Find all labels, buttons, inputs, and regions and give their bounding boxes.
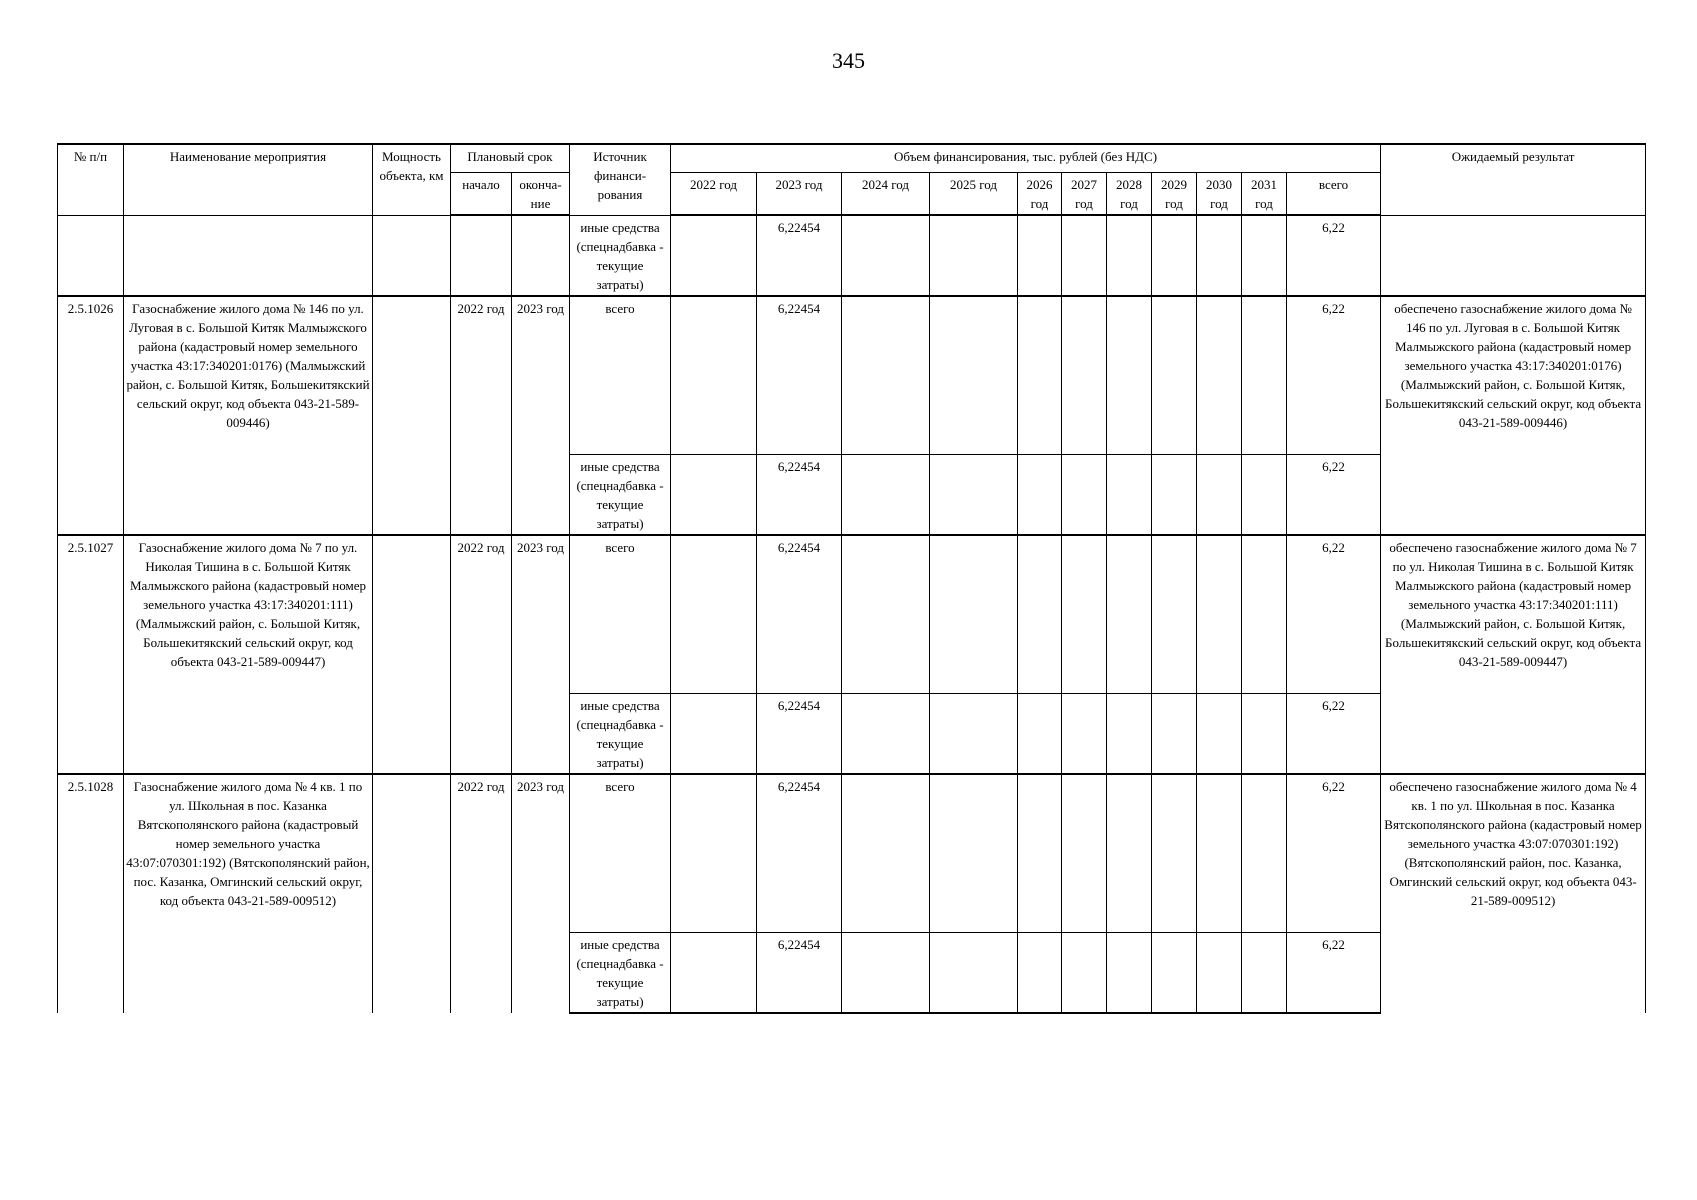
- funding-source: иные средства (спецнадбавка - текущие затраты): [570, 693, 671, 774]
- value-2027: [1062, 215, 1107, 296]
- value-2023: 6,22454: [757, 932, 842, 1013]
- col-header-name: Наименование мероприятия: [124, 144, 373, 215]
- value-2024: [842, 215, 930, 296]
- value-2024: [842, 535, 930, 694]
- value-2022: [671, 454, 757, 535]
- value-2030: [1197, 296, 1242, 455]
- col-header-end: оконча-ние: [512, 173, 570, 216]
- value-2025: [930, 693, 1018, 774]
- item-end: 2023 год: [512, 535, 570, 774]
- value-total: 6,22: [1287, 932, 1381, 1013]
- col-header-year-2030: 2030 год: [1197, 173, 1242, 216]
- value-2025: [930, 535, 1018, 694]
- col-header-year-2031: 2031 год: [1242, 173, 1287, 216]
- table-row: [58, 535, 1646, 694]
- table-cell: [124, 215, 373, 296]
- value-2027: [1062, 932, 1107, 1013]
- funding-source: всего: [570, 774, 671, 933]
- value-2026: [1018, 693, 1062, 774]
- item-start: 2022 год: [451, 296, 512, 535]
- value-total: 6,22: [1287, 535, 1381, 694]
- value-2030: [1197, 693, 1242, 774]
- value-2029: [1152, 535, 1197, 694]
- col-header-no: № п/п: [58, 144, 124, 215]
- item-start: 2022 год: [451, 774, 512, 1013]
- item-number: 2.5.1026: [58, 296, 124, 535]
- value-2022: [671, 932, 757, 1013]
- value-2025: [930, 454, 1018, 535]
- value-2031: [1242, 215, 1287, 296]
- item-name: Газоснабжение жилого дома № 4 кв. 1 по ул. Школьная в пос. Казанка Вятскополянского района (кадастровый номер земельного участка 43:07:070301:192) (Вятскополянский район, пос. Казанка, Омгинский сельский округ, код объекта 043-21-589-009512): [124, 774, 373, 1013]
- value-2022: [671, 296, 757, 455]
- value-2023: 6,22454: [757, 454, 842, 535]
- col-header-power: Мощность объекта, км: [373, 144, 451, 215]
- item-name: Газоснабжение жилого дома № 146 по ул. Луговая в с. Большой Китяк Малмыжского района (кадастровый номер земельного участка 43:17:340201:0176) (Малмыжский район, с. Большой Китяк, Большекитякский сельский округ, код объекта 043-21-589-009446): [124, 296, 373, 535]
- value-2031: [1242, 296, 1287, 455]
- table-row: [58, 215, 1646, 296]
- col-header-result: Ожидаемый результат: [1381, 144, 1646, 215]
- col-header-year-2027: 2027 год: [1062, 173, 1107, 216]
- table-row: [58, 296, 1646, 455]
- value-2027: [1062, 454, 1107, 535]
- value-2029: [1152, 296, 1197, 455]
- value-2025: [930, 774, 1018, 933]
- value-2022: [671, 215, 757, 296]
- item-name: Газоснабжение жилого дома № 7 по ул. Николая Тишина в с. Большой Китяк Малмыжского района (кадастровый номер земельного участка 43:17:340201:111) (Малмыжский район, с. Большой Китяк, Большекитякский сельский округ, код объекта 043-21-589-009447): [124, 535, 373, 774]
- value-2026: [1018, 296, 1062, 455]
- value-2027: [1062, 774, 1107, 933]
- funding-source: иные средства (спецнадбавка - текущие затраты): [570, 215, 671, 296]
- col-header-total: всего: [1287, 173, 1381, 216]
- item-result: обеспечено газоснабжение жилого дома № 4 кв. 1 по ул. Школьная в пос. Казанка Вятскополянского района (кадастровый номер земельного участка 43:07:070301:192) (Вятскополянский район, пос. Казанка, Омгинский сельский округ, код объекта 043-21-589-009512): [1381, 774, 1646, 1013]
- value-2030: [1197, 454, 1242, 535]
- value-2028: [1107, 693, 1152, 774]
- value-2029: [1152, 454, 1197, 535]
- value-2028: [1107, 215, 1152, 296]
- item-start: 2022 год: [451, 535, 512, 774]
- value-2026: [1018, 774, 1062, 933]
- funding-source: всего: [570, 535, 671, 694]
- item-power: [373, 296, 451, 535]
- item-power: [373, 774, 451, 1013]
- col-header-year-2024: 2024 год: [842, 173, 930, 216]
- table-row: [58, 774, 1646, 933]
- item-result: обеспечено газоснабжение жилого дома № 7 по ул. Николая Тишина в с. Большой Китяк Малмыжского района (кадастровый номер земельного участка 43:17:340201:111) (Малмыжский район, с. Большой Китяк, Большекитякский сельский округ, код объекта 043-21-589-009447): [1381, 535, 1646, 774]
- value-2031: [1242, 535, 1287, 694]
- col-header-year-2022: 2022 год: [671, 173, 757, 216]
- value-2031: [1242, 774, 1287, 933]
- col-header-funding: Объем финансирования, тыс. рублей (без НДС): [671, 144, 1381, 173]
- value-2028: [1107, 454, 1152, 535]
- item-end: 2023 год: [512, 774, 570, 1013]
- value-2026: [1018, 535, 1062, 694]
- table-cell: [373, 215, 451, 296]
- value-2025: [930, 932, 1018, 1013]
- col-header-source: Источник финанси-рования: [570, 144, 671, 215]
- value-2029: [1152, 215, 1197, 296]
- value-2026: [1018, 215, 1062, 296]
- value-2029: [1152, 932, 1197, 1013]
- funding-source: иные средства (спецнадбавка - текущие затраты): [570, 932, 671, 1013]
- page-number: 345: [832, 48, 865, 73]
- value-2022: [671, 535, 757, 694]
- funding-source: всего: [570, 296, 671, 455]
- col-header-start: начало: [451, 173, 512, 216]
- col-header-year-2023: 2023 год: [757, 173, 842, 216]
- value-2030: [1197, 932, 1242, 1013]
- col-header-year-2029: 2029 год: [1152, 173, 1197, 216]
- value-2031: [1242, 454, 1287, 535]
- value-2024: [842, 454, 930, 535]
- value-2029: [1152, 774, 1197, 933]
- table-cell: [1381, 215, 1646, 296]
- value-2028: [1107, 296, 1152, 455]
- value-2025: [930, 296, 1018, 455]
- value-total: 6,22: [1287, 215, 1381, 296]
- funding-source: иные средства (спецнадбавка - текущие затраты): [570, 454, 671, 535]
- value-2027: [1062, 693, 1107, 774]
- table-cell: [58, 215, 124, 296]
- value-2030: [1197, 774, 1242, 933]
- item-number: 2.5.1028: [58, 774, 124, 1013]
- value-2024: [842, 774, 930, 933]
- value-total: 6,22: [1287, 454, 1381, 535]
- value-2024: [842, 296, 930, 455]
- value-2028: [1107, 774, 1152, 933]
- value-total: 6,22: [1287, 296, 1381, 455]
- item-number: 2.5.1027: [58, 535, 124, 774]
- value-total: 6,22: [1287, 774, 1381, 933]
- value-2028: [1107, 932, 1152, 1013]
- value-2027: [1062, 296, 1107, 455]
- value-2031: [1242, 693, 1287, 774]
- value-2024: [842, 932, 930, 1013]
- col-header-year-2028: 2028 год: [1107, 173, 1152, 216]
- value-2023: 6,22454: [757, 215, 842, 296]
- value-2030: [1197, 535, 1242, 694]
- funding-table: [57, 143, 1646, 1014]
- value-2029: [1152, 693, 1197, 774]
- value-2023: 6,22454: [757, 774, 842, 933]
- item-end: 2023 год: [512, 296, 570, 535]
- item-result: обеспечено газоснабжение жилого дома № 146 по ул. Луговая в с. Большой Китяк Малмыжского района (кадастровый номер земельного участка 43:17:340201:0176) (Малмыжский район, с. Большой Китяк, Большекитякский сельский округ, код объекта 043-21-589-009446): [1381, 296, 1646, 535]
- value-total: 6,22: [1287, 693, 1381, 774]
- value-2030: [1197, 215, 1242, 296]
- value-2023: 6,22454: [757, 296, 842, 455]
- table-cell: [512, 215, 570, 296]
- value-2023: 6,22454: [757, 693, 842, 774]
- value-2028: [1107, 535, 1152, 694]
- item-power: [373, 535, 451, 774]
- value-2027: [1062, 535, 1107, 694]
- value-2022: [671, 774, 757, 933]
- value-2026: [1018, 932, 1062, 1013]
- col-header-year-2025: 2025 год: [930, 173, 1018, 216]
- value-2022: [671, 693, 757, 774]
- value-2025: [930, 215, 1018, 296]
- col-header-year-2026: 2026 год: [1018, 173, 1062, 216]
- value-2031: [1242, 932, 1287, 1013]
- value-2026: [1018, 454, 1062, 535]
- value-2024: [842, 693, 930, 774]
- value-2023: 6,22454: [757, 535, 842, 694]
- col-header-planned-term: Плановый срок: [451, 144, 570, 173]
- table-cell: [451, 215, 512, 296]
